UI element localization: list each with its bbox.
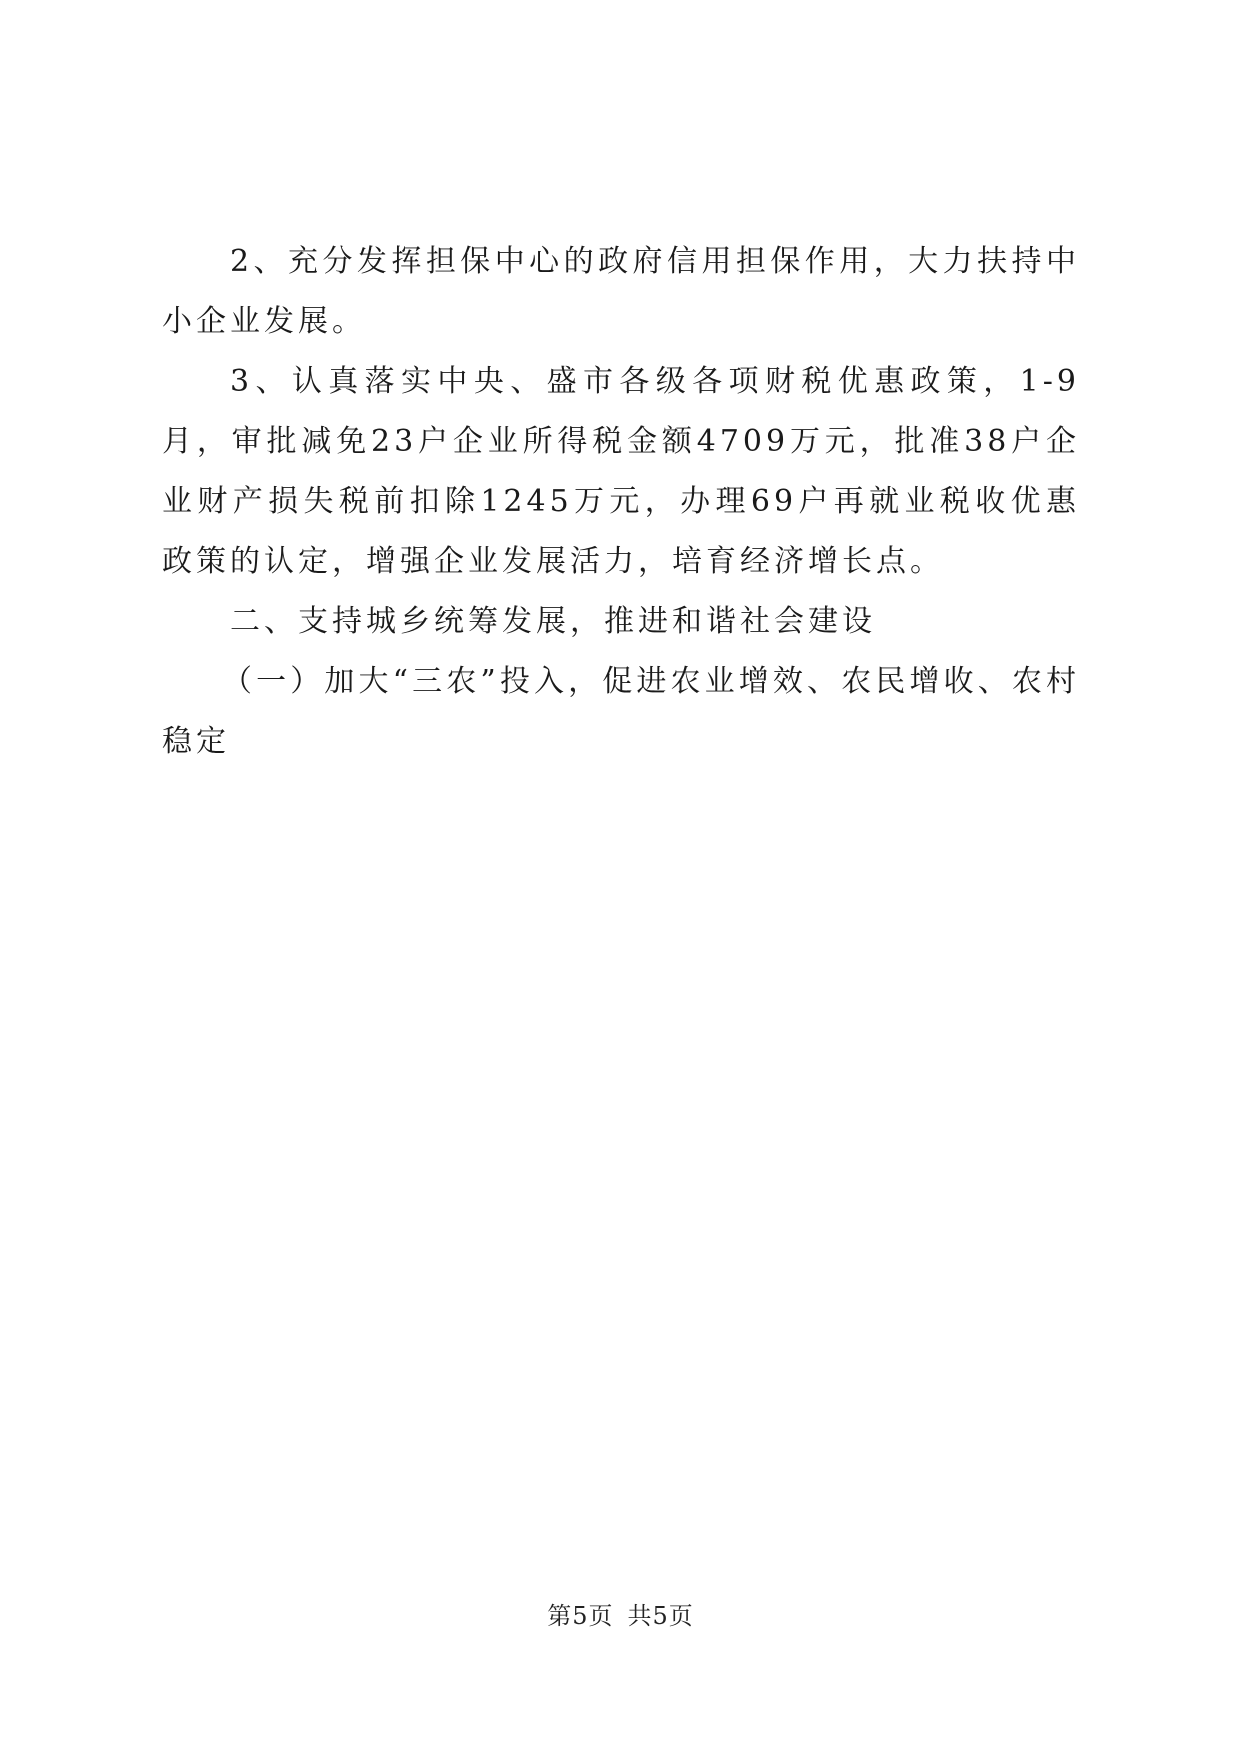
page-total: 共5页 — [627, 1602, 694, 1630]
subsection-heading-three-rural: （一）加大“三农”投入，促进农业增效、农民增收、农村稳定 — [162, 664, 1080, 759]
page-footer — [0, 1596, 1241, 1631]
section-heading-urban-rural: 二、支持城乡统筹发展，推进和谐社会建设 — [230, 604, 876, 639]
document-body — [162, 232, 1080, 772]
paragraph-guarantee-center: 2、充分发挥担保中心的政府信用担保作用，大力扶持中小企业发展。 — [162, 244, 1080, 339]
page-number: 第5页 — [547, 1602, 614, 1630]
paragraph-tax-policy: 3、认真落实中央、盛市各级各项财税优惠政策，1-9月，审批减免23户企业所得税金额4709万元，批准38户企业财产损失税前扣除1245万元，办理69户再就业税收优惠政策的认定，增强企业发展活力，培育经济增长点。 — [162, 364, 1080, 579]
